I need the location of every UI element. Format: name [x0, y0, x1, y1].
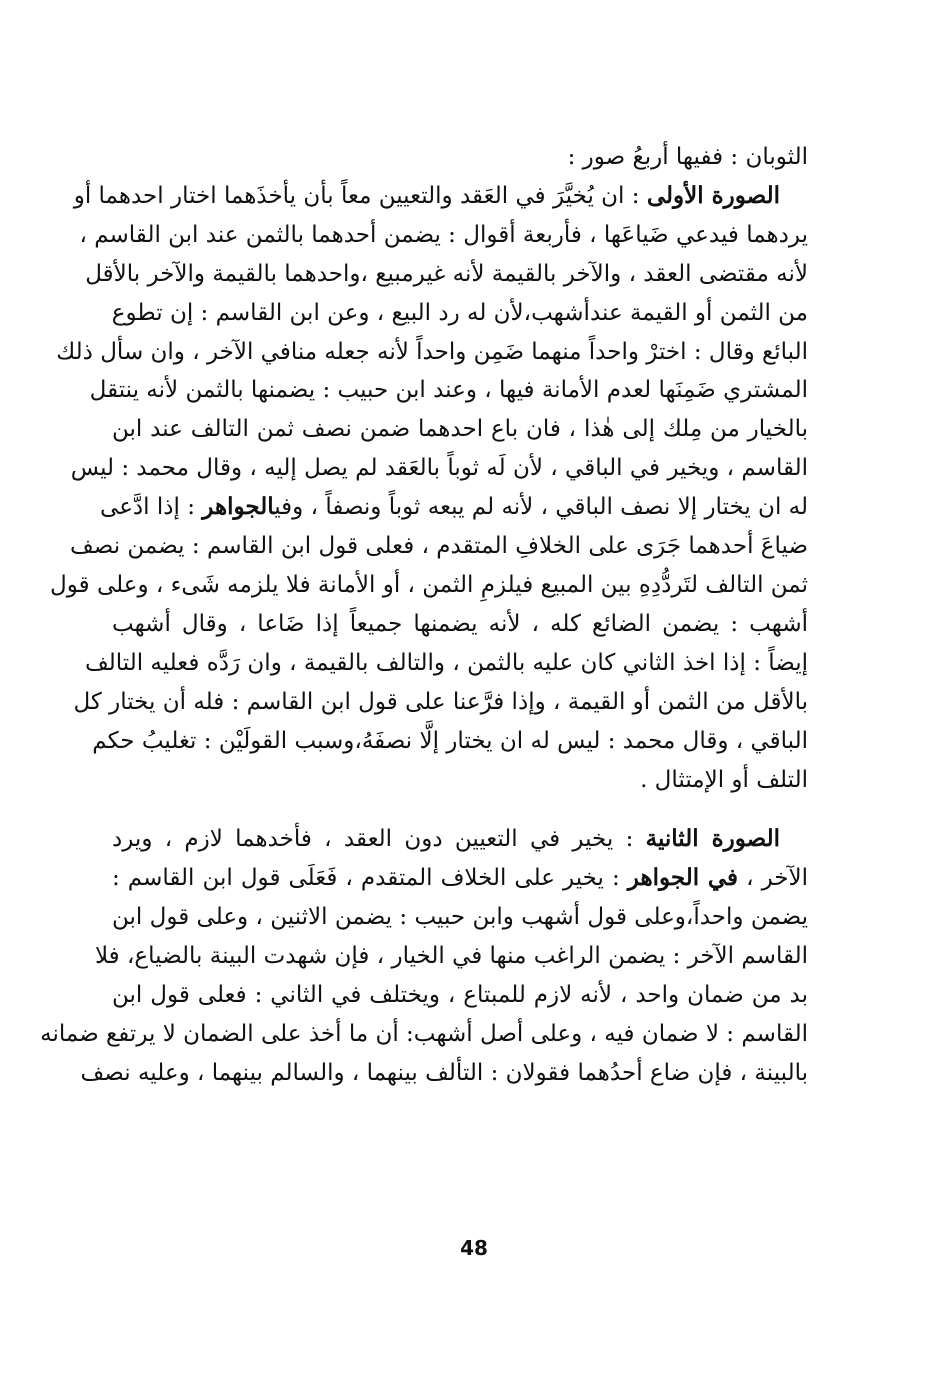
text-line: بالخيار من مِلك إلى هٰذا ، فان باع احدهما ضمن نصف ثمن التالف عند ابن [112, 416, 808, 443]
text-line: من الثمن أو القيمة عندأشهب،لأن له رد البيع ، وعن ابن القاسم : إن تطوع [111, 299, 808, 326]
text-line: القاسم ، ويخير في الباقي ، لأن لَه ثوباً بالعَقد لم يصل إليه ، وقال محمد : ليس [70, 455, 808, 482]
text-line: التلف أو الإمتثال . [640, 766, 808, 793]
text-line: بد من ضمان واحد ، لأنه لازم للمبتاع ، ويختلف في الثاني : فعلى قول ابن [112, 982, 808, 1009]
text-line: الباقي ، وقال محمد : ليس له ان يختار إلَّا نصفَهُ،وسبب القولَيْن : تغليبُ حكم [92, 727, 808, 754]
text-line: الصورة الثانية : يخير في التعيين دون العقد ، فأخدهما لازم ، ويرد [112, 825, 780, 853]
text-line: إيضاً : إذا اخذ الثاني كان عليه بالثمن ، والتالف بالقيمة ، وان رَدَّه فعليه التالف [84, 649, 808, 676]
text-line: يردهما فيدعي ضَياعَها ، فأربعة أقوال : يضمن أحدهما بالثمن عند ابن القاسم ، [79, 221, 808, 248]
text-line: ثمن التالف لتَردُّدِهِ بين المبيع فيلزمِ الثمن ، أو الأمانة فلا يلزمه شَىء ، وعلى قول [50, 571, 808, 598]
text-line: بالأقل من الثمن أو القيمة ، وإذا فرَّعنا على قول ابن القاسم : فله أن يختار كل [73, 688, 808, 715]
paragraph-spacer [112, 799, 808, 820]
source-reference: الجواهر [202, 493, 275, 521]
text-line: لأنه مقتضى العقد ، والآخر بالقيمة لأنه غيرمبيع ،واحدهما بالقيمة والآخر بالأقل [85, 260, 808, 287]
text-line: يضمن واحداً،وعلى قول أشهب وابن حبيب : يضمن الاثنين ، وعلى قول ابن [112, 904, 808, 931]
page-number: 48 [460, 1236, 488, 1260]
text-line: البائع وقال : اخترْ واحداً منهما ضَمِن واحداً لأنه جعله منافي الآخر ، وان سأل ذلك [56, 338, 808, 365]
text-line: القاسم الآخر : يضمن الراغب منها في الخيار ، فإن شهدت البينة بالضياع، فلا [94, 943, 808, 970]
text-line: المشتري ضَمِنَها لعدم الأمانة فيها ، وعند ابن حبيب : يضمنها بالثمن لأنه ينتقل [89, 377, 808, 404]
text-line: له ان يختار إلا نصف الباقي ، لأنه لم يبعه ثوباً ونصفاً ، وفيالجواهر : إذا ادَّعى [100, 493, 808, 521]
section-first-form [50, 177, 808, 800]
text-line: ضياعَ أحدهما جَرَى على الخلافِ المتقدم ، فعلى قول ابن القاسم : يضمن نصف [69, 533, 808, 560]
text-line: الصورة الأولى : ان يُخيَّرَ في العَقد والتعيين معاً بأن يأخذَهما اختار احدهما أو [73, 181, 780, 209]
page-body-text [40, 138, 808, 1093]
text-line: القاسم : لا ضمان فيه ، وعلى أصل أشهب: أن ما أخذ على الضمان لا يرتفع ضمانه [40, 1020, 808, 1047]
text-line: الآخر ، في الجواهر : يخير على الخلاف المتقدم ، فَعَلَى قول ابن القاسم : [112, 864, 808, 892]
text-line: أشهب : يضمن الضائع كله ، لأنه يضمنها جميعاً إذا ضَاعا ، وقال أشهب [112, 610, 808, 637]
section-heading: الصورة الثانية [645, 825, 780, 853]
source-reference: في الجواهر [627, 864, 739, 892]
section-second-form [40, 820, 808, 1092]
intro-line: الثوبان : ففيها أربعُ صور : [567, 144, 808, 170]
text-line: بالبينة ، فإن ضاع أحدُهما فقولان : التألف بينهما ، والسالم بينهما ، وعليه نصف [80, 1059, 808, 1086]
section-heading: الصورة الأولى [646, 181, 780, 209]
